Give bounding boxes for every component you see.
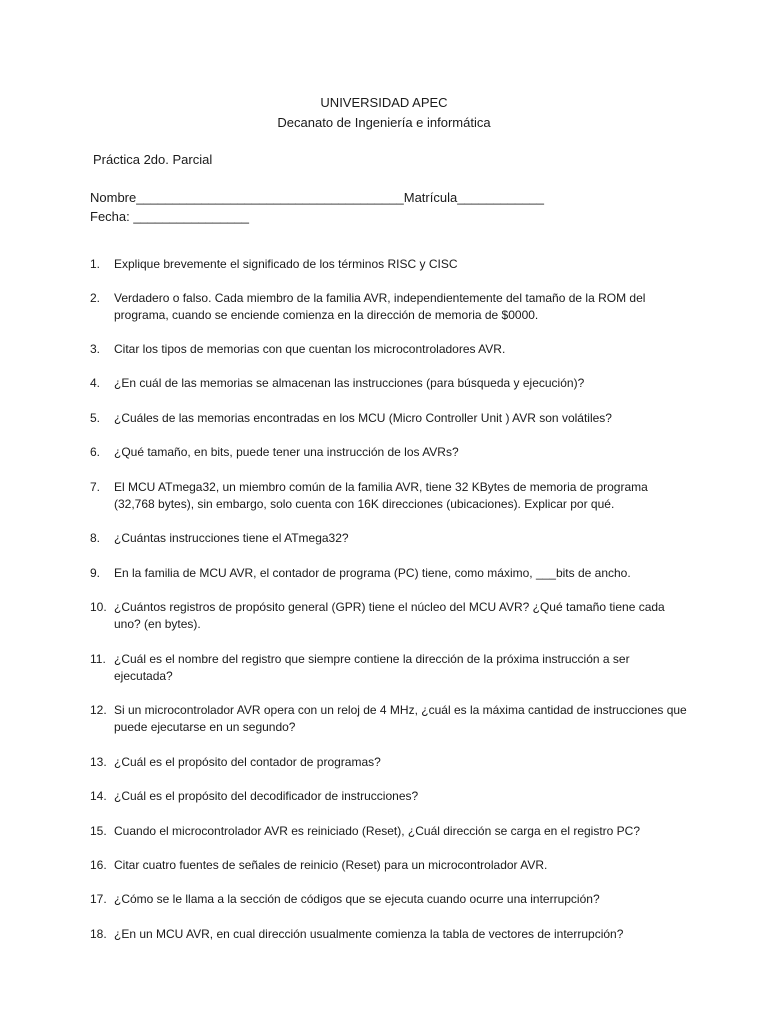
question-number: 14. — [90, 789, 107, 803]
question-number: 18. — [90, 927, 107, 941]
question-text: ¿Cuántos registros de propósito general (GPR) tiene el núcleo del MCU AVR? ¿Qué tamaño tiene cada uno? (en bytes). — [114, 600, 665, 631]
question-number: 9. — [90, 566, 101, 580]
question-text: ¿Cuál es el nombre del registro que siempre contiene la dirección de la próxima instrucción a ser ejecutada? — [114, 652, 630, 683]
question-item — [90, 599, 690, 633]
question-number: 1. — [90, 257, 101, 271]
question-item — [90, 754, 690, 771]
question-item — [90, 857, 690, 874]
question-number: 3. — [90, 342, 101, 356]
question-number: 5. — [90, 411, 101, 425]
question-text: ¿Cuáles de las memorias encontradas en los MCU (Micro Controller Unit ) AVR son volátiles? — [114, 411, 612, 425]
question-text: Explique brevemente el significado de los términos RISC y CISC — [114, 257, 458, 271]
question-number: 4. — [90, 376, 101, 390]
question-item — [90, 341, 690, 358]
question-text: Cuando el microcontrolador AVR es reiniciado (Reset), ¿Cuál dirección se carga en el registro PC? — [114, 824, 641, 838]
date-line: Fecha: ________________ — [90, 209, 250, 224]
question-text: ¿Cuántas instrucciones tiene el ATmega32? — [114, 531, 349, 545]
question-item — [90, 479, 690, 513]
question-number: 17. — [90, 892, 107, 906]
question-item — [90, 823, 690, 840]
question-text: ¿En cuál de las memorias se almacenan las instrucciones (para búsqueda y ejecución)? — [114, 376, 585, 390]
question-item — [90, 651, 690, 685]
name-matricula-line: Nombre_____________________________________Matrícula____________ — [90, 190, 544, 205]
university-title: UNIVERSIDAD APEC — [320, 95, 448, 110]
question-item — [90, 410, 690, 427]
question-number: 15. — [90, 824, 107, 838]
question-number: 6. — [90, 445, 101, 459]
question-text: El MCU ATmega32, un miembro común de la familia AVR, tiene 32 KBytes de memoria de programa (32,768 bytes), sin embargo, solo cuenta con 16K direcciones (ubicaciones). Explicar por qué. — [114, 480, 648, 511]
question-item — [90, 565, 690, 582]
question-number: 7. — [90, 480, 101, 494]
question-number: 10. — [90, 600, 107, 614]
question-text: Citar cuatro fuentes de señales de reinicio (Reset) para un microcontrolador AVR. — [114, 858, 548, 872]
question-number: 12. — [90, 703, 107, 717]
question-item — [90, 290, 690, 324]
question-text: ¿En un MCU AVR, en cual dirección usualmente comienza la tabla de vectores de interrupción? — [114, 927, 624, 941]
practice-title: Práctica 2do. Parcial — [93, 152, 213, 167]
question-text: ¿Qué tamaño, en bits, puede tener una instrucción de los AVRs? — [114, 445, 459, 459]
question-item — [90, 256, 690, 273]
question-item — [90, 375, 690, 392]
question-text: Citar los tipos de memorias con que cuentan los microcontroladores AVR. — [114, 342, 506, 356]
question-text: Si un microcontrolador AVR opera con un reloj de 4 MHz, ¿cuál es la máxima cantidad de instrucciones que puede ejecutarse en un segundo? — [114, 703, 687, 734]
question-text: En la familia de MCU AVR, el contador de programa (PC) tiene, como máximo, ___bits de ancho. — [114, 566, 631, 580]
question-text: ¿Cuál es el propósito del contador de programas? — [114, 755, 381, 769]
question-text: ¿Cuál es el propósito del decodificador de instrucciones? — [114, 789, 419, 803]
question-item — [90, 530, 690, 547]
question-text: ¿Cómo se le llama a la sección de códigos que se ejecuta cuando ocurre una interrupción? — [114, 892, 600, 906]
question-item — [90, 702, 690, 736]
question-item — [90, 926, 690, 943]
question-number: 11. — [90, 652, 106, 666]
question-number: 16. — [90, 858, 107, 872]
question-item — [90, 444, 690, 461]
question-text: Verdadero o falso. Cada miembro de la familia AVR, independientemente del tamaño de la ROM del programa, cuando se enciende comienza en la dirección de memoria de $0000. — [114, 291, 646, 322]
question-number: 13. — [90, 755, 107, 769]
question-number: 8. — [90, 531, 101, 545]
question-number: 2. — [90, 291, 101, 305]
question-item — [90, 788, 690, 805]
deanery-title: Decanato de Ingeniería e informática — [277, 115, 491, 130]
question-item — [90, 891, 690, 908]
